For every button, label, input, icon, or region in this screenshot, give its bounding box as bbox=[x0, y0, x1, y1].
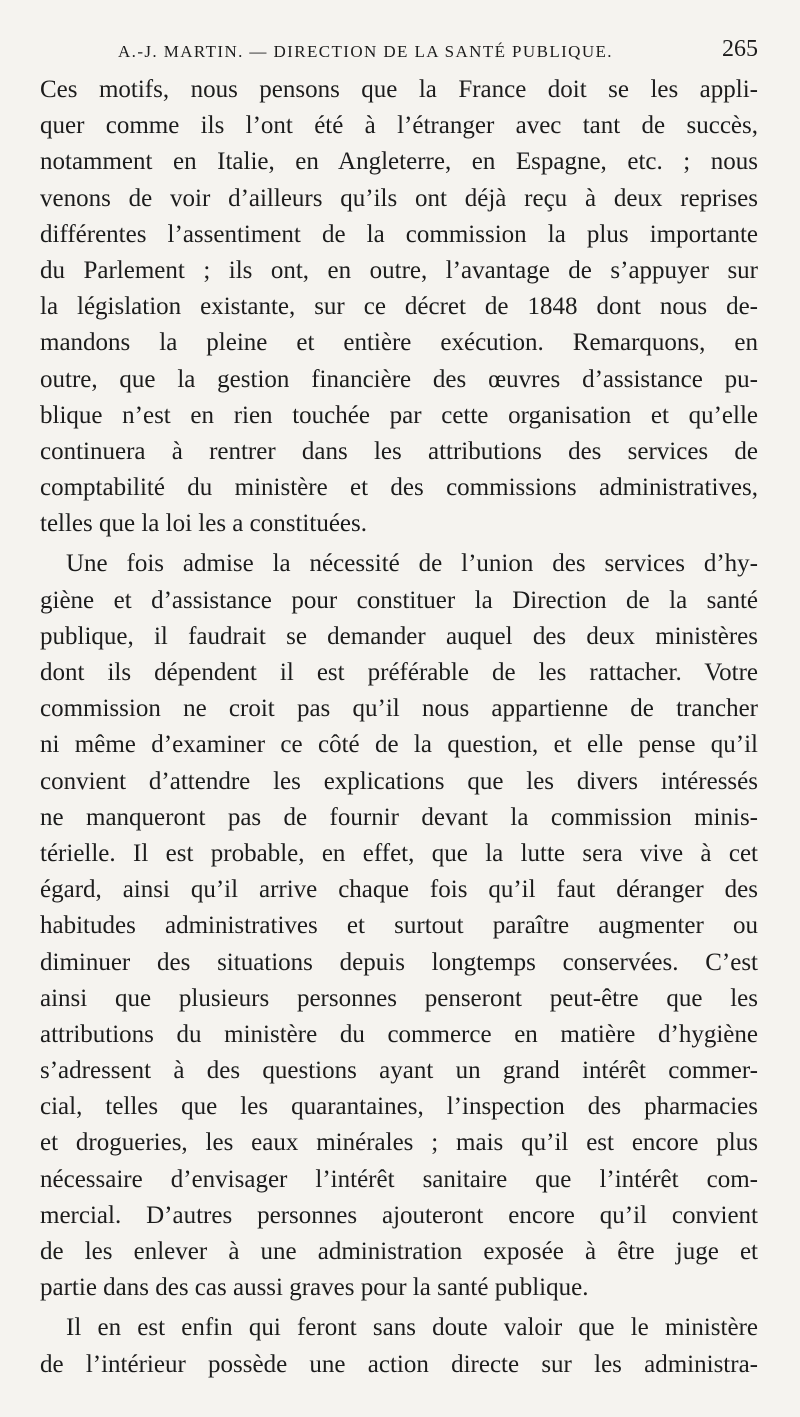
text-line: commission ne croit pas qu’il nous appartienne de trancher bbox=[40, 695, 758, 723]
text-line: quer comme ils l’ont été à l’étranger avec tant de succès, bbox=[40, 112, 758, 140]
text-line: telles que la loi les a constituées. bbox=[40, 510, 367, 538]
text-line: cial, telles que les quarantaines, l’inspection des pharmacies bbox=[40, 1093, 758, 1121]
text-line: de l’intérieur possède une action directe sur les administra- bbox=[40, 1350, 758, 1378]
text-line: térielle. Il est probable, en effet, que la lutte sera vive à cet bbox=[40, 839, 758, 867]
text-line: nécessaire d’envisager l’intérêt sanitaire que l’intérêt com- bbox=[40, 1165, 758, 1193]
paragraph-1 bbox=[40, 72, 758, 542]
paragraph-3 bbox=[40, 1310, 758, 1382]
text-line: Une fois admise la nécessité de l’union des services d’hy- bbox=[66, 550, 758, 578]
text-line: Il en est enfin qui feront sans doute valoir que le ministère bbox=[66, 1314, 758, 1342]
text-line: comptabilité du ministère et des commissions administratives, bbox=[40, 474, 758, 502]
text-line: convient d’attendre les explications que les divers intéressés bbox=[40, 767, 758, 795]
running-head-title: A.-J. MARTIN. — DIRECTION DE LA SANTÉ PUBLIQUE. bbox=[118, 42, 613, 61]
text-line: la législation existante, sur ce décret de 1848 dont nous de- bbox=[40, 293, 758, 321]
text-line: diminuer des situations depuis longtemps conservées. C’est bbox=[40, 948, 758, 976]
text-line: blique n’est en rien touchée par cette organisation et qu’elle bbox=[40, 401, 758, 429]
text-line: habitudes administratives et surtout paraître augmenter ou bbox=[40, 912, 758, 940]
text-line: partie dans des cas aussi graves pour la santé publique. bbox=[40, 1274, 589, 1302]
text-line: Ces motifs, nous pensons que la France doit se les appli- bbox=[40, 76, 758, 103]
text-line: de les enlever à une administration exposée à être juge et bbox=[40, 1238, 758, 1265]
text-line: différentes l’assentiment de la commission la plus importante bbox=[40, 220, 758, 248]
text-line: et drogueries, les eaux minérales ; mais qu’il est encore plus bbox=[40, 1129, 758, 1157]
page-number: 265 bbox=[722, 36, 758, 62]
text-line: outre, que la gestion financière des œuvres d’assistance pu- bbox=[40, 365, 758, 393]
text-line: venons de voir d’ailleurs qu’ils ont déjà reçu à deux reprises bbox=[40, 184, 758, 212]
text-line: égard, ainsi qu’il arrive chaque fois qu’il faut déranger des bbox=[40, 876, 758, 904]
text-line: ni même d’examiner ce côté de la question, et elle pense qu’il bbox=[40, 731, 758, 759]
running-header bbox=[40, 36, 758, 68]
text-line: s’adressent à des questions ayant un grand intérêt commer- bbox=[40, 1057, 758, 1085]
text-line: ainsi que plusieurs personnes penseront peut-être que les bbox=[40, 984, 758, 1012]
body-text bbox=[40, 72, 758, 1383]
text-line: mercial. D’autres personnes ajouteront encore qu’il convient bbox=[40, 1201, 758, 1229]
text-line: attributions du ministère du commerce en matière d’hygiène bbox=[40, 1020, 758, 1048]
text-line: dont ils dépendent il est préférable de les rattacher. Votre bbox=[40, 659, 758, 686]
text-line: giène et d’assistance pour constituer la Direction de la santé bbox=[40, 586, 758, 614]
text-line: publique, il faudrait se demander auquel des deux ministères bbox=[40, 622, 758, 650]
text-line: mandons la pleine et entière exécution. Remarquons, en bbox=[40, 329, 758, 357]
paragraph-2 bbox=[40, 546, 758, 1306]
text-line: continuera à rentrer dans les attributions des services de bbox=[40, 437, 758, 465]
text-line: du Parlement ; ils ont, en outre, l’avantage de s’appuyer sur bbox=[40, 256, 758, 284]
text-line: notamment en Italie, en Angleterre, en Espagne, etc. ; nous bbox=[40, 148, 758, 176]
text-line: ne manqueront pas de fournir devant la commission minis- bbox=[40, 803, 758, 831]
